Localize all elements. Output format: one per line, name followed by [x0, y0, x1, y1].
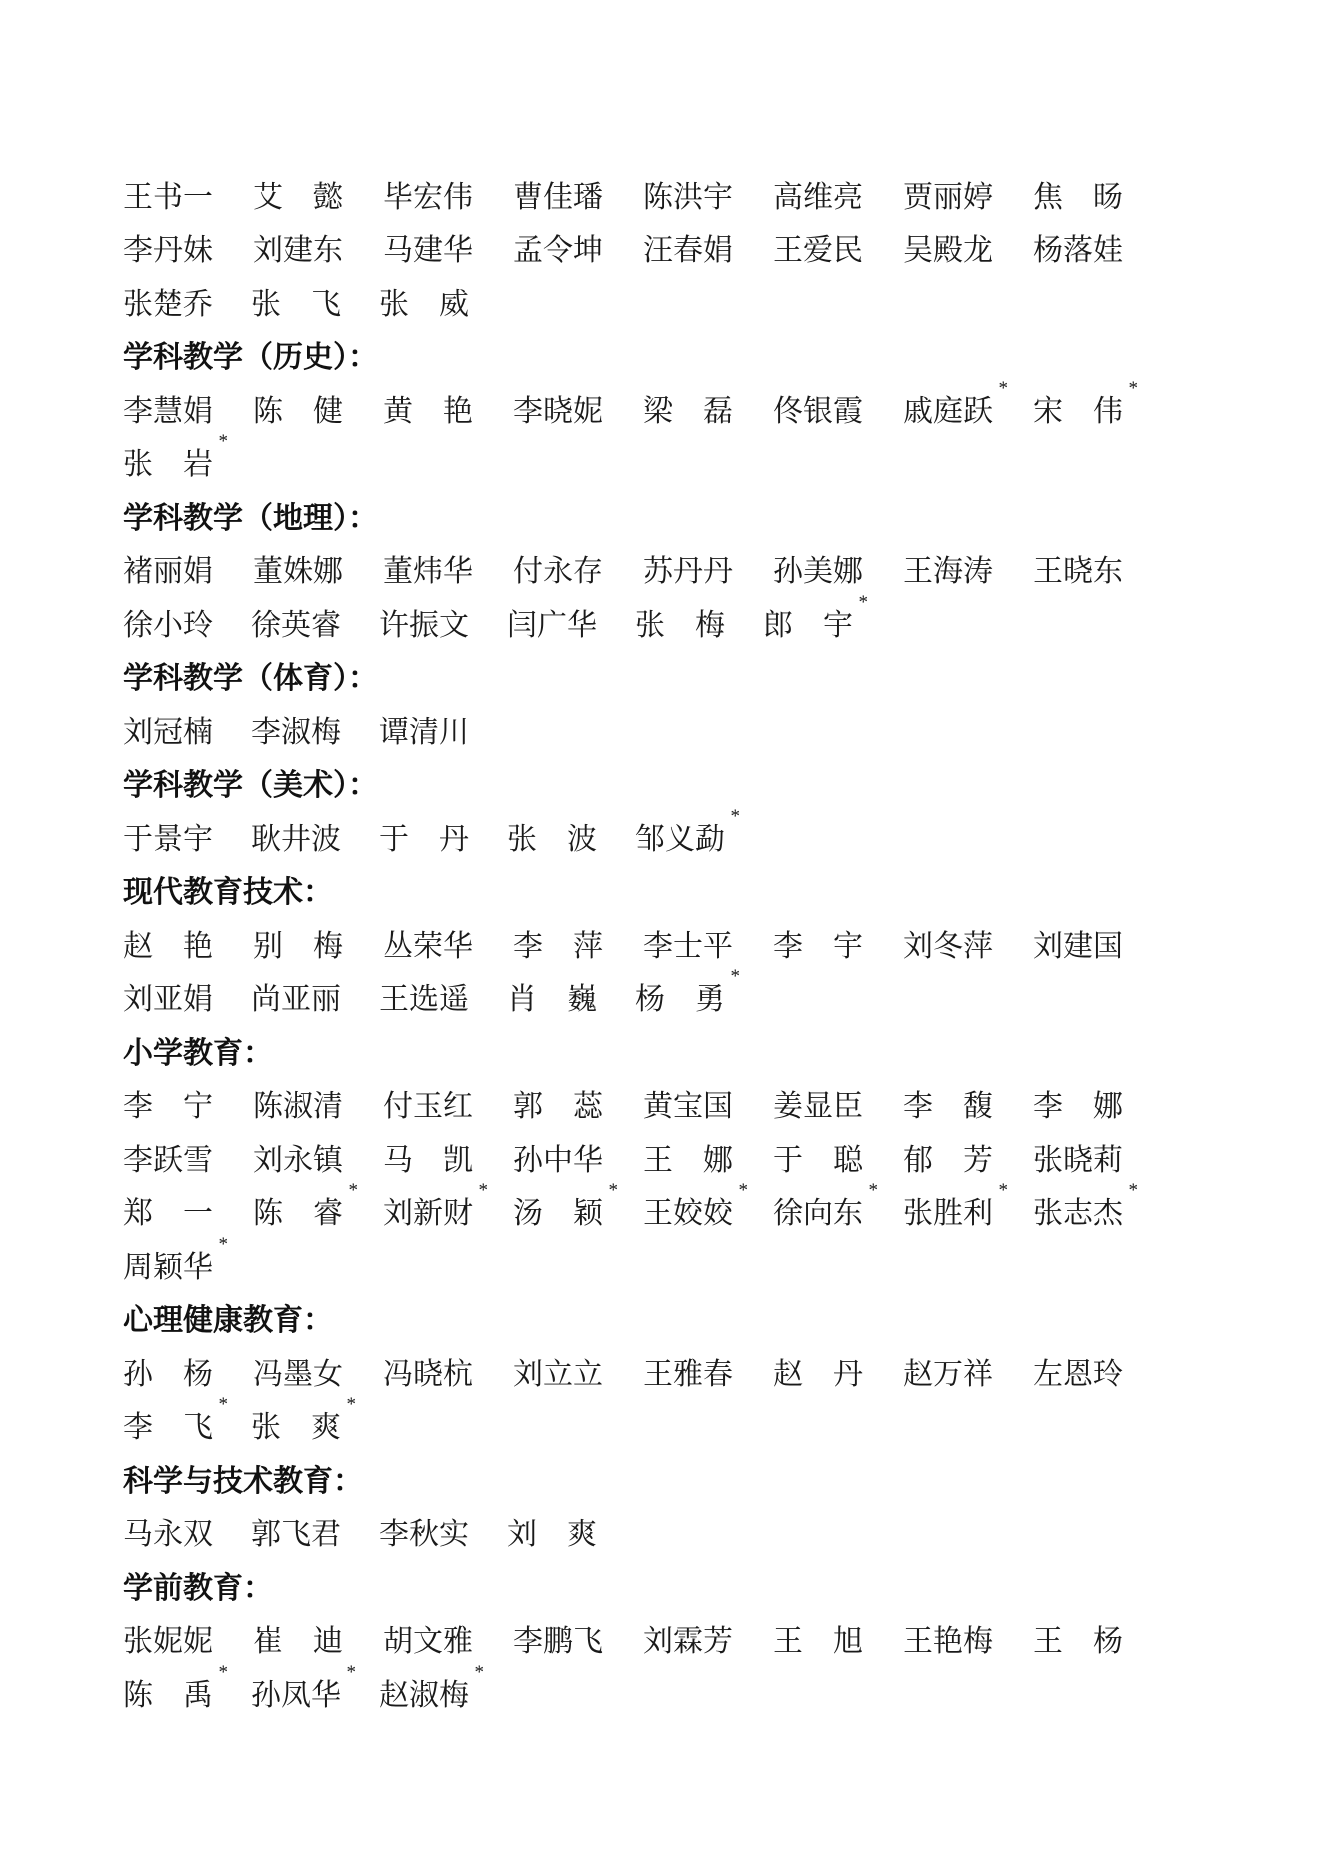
- footnote-asterisk: *: [348, 1180, 358, 1202]
- person-name: 许 振 文: [379, 608, 469, 642]
- footnote-asterisk: *: [218, 431, 228, 453]
- person-name: 陈 禹 *: [123, 1661, 228, 1712]
- person-name: 李 娜: [1033, 1090, 1123, 1124]
- person-name: 贾 丽 婷: [903, 180, 993, 214]
- person-name: 肖 巍: [507, 983, 597, 1017]
- person-name: 佟 银 霞: [773, 394, 863, 428]
- person-name: 张 楚 乔: [123, 287, 213, 321]
- person-name: 周 颖 华 *: [123, 1233, 228, 1284]
- person-name: 曹 佳 璠: [513, 180, 603, 214]
- person-name: 刘 霖 芳: [643, 1625, 733, 1659]
- person-name: 谭 清 川: [379, 715, 469, 749]
- footnote-asterisk: *: [218, 1661, 228, 1683]
- person-name: 丛 荣 华: [383, 929, 473, 963]
- name-row: [123, 542, 1123, 596]
- name-row: [123, 1233, 1123, 1291]
- person-name: 刘 冬 萍: [903, 929, 993, 963]
- person-name: 左 恩 玲: [1033, 1357, 1123, 1391]
- person-name: 付 永 存: [513, 555, 603, 589]
- footnote-asterisk: *: [868, 1180, 878, 1202]
- person-name: 郎 宇 *: [763, 591, 868, 642]
- person-name: 陈 健: [253, 394, 343, 428]
- person-name: 李 萍: [513, 929, 603, 963]
- name-row: [123, 1180, 1138, 1238]
- person-name: 李 馥: [903, 1090, 993, 1124]
- person-name: 张 晓 莉: [1033, 1143, 1123, 1177]
- person-name: 孙 凤 华 *: [251, 1661, 356, 1712]
- person-name: 王 艳 梅: [903, 1625, 993, 1659]
- person-name: 赵 丹: [773, 1357, 863, 1391]
- section-heading: 学科教学（历史）：: [123, 341, 378, 375]
- person-name: 马 永 双: [123, 1518, 213, 1552]
- person-name: 孙 中 华: [513, 1143, 603, 1177]
- person-name: 李 慧 娟: [123, 394, 213, 428]
- person-name: 李 士 平: [643, 929, 733, 963]
- person-name: 张 波: [507, 822, 597, 856]
- person-name: 李 丹 妹: [123, 234, 213, 268]
- person-name: 于 景 宇: [123, 822, 213, 856]
- person-name: 张 岩 *: [123, 431, 228, 482]
- name-row: [123, 431, 1123, 489]
- person-name: 张 威: [379, 287, 469, 321]
- person-name: 毕 宏 伟: [383, 180, 473, 214]
- name-row: [123, 167, 1123, 221]
- person-name: 刘 爽: [507, 1518, 597, 1552]
- person-name: 黄 艳: [383, 394, 473, 428]
- section-heading: 现代教育技术：: [123, 876, 333, 910]
- person-name: 王 娜: [643, 1143, 733, 1177]
- footnote-asterisk: *: [608, 1180, 618, 1202]
- person-name: 王 选 遥: [379, 983, 469, 1017]
- footnote-asterisk: *: [730, 805, 740, 827]
- person-name: 孙 美 娜: [773, 555, 863, 589]
- footnote-asterisk: *: [478, 1180, 488, 1202]
- person-name: 闫 广 华: [507, 608, 597, 642]
- person-name: 孟 令 坤: [513, 234, 603, 268]
- person-name: 王 旭: [773, 1625, 863, 1659]
- person-name: 董 炜 华: [383, 555, 473, 589]
- person-name: 梁 磊: [643, 394, 733, 428]
- name-row: [123, 1077, 1123, 1131]
- person-name: 艾 懿: [253, 180, 343, 214]
- person-name: 刘 立 立: [513, 1357, 603, 1391]
- person-name: 汤 颖 *: [513, 1180, 618, 1231]
- person-name: 郭 蕊: [513, 1090, 603, 1124]
- person-name: 赵 万 祥: [903, 1357, 993, 1391]
- name-row: [123, 274, 1123, 328]
- footnote-asterisk: *: [474, 1661, 484, 1683]
- person-name: 徐 向 东 *: [773, 1180, 878, 1231]
- name-row: [123, 1612, 1123, 1666]
- person-name: 于 丹: [379, 822, 469, 856]
- person-name: 杨 落 娃: [1033, 234, 1123, 268]
- person-name: 宋 伟 *: [1033, 377, 1138, 428]
- footnote-asterisk: *: [998, 377, 1008, 399]
- person-name: 王 爱 民: [773, 234, 863, 268]
- footnote-asterisk: *: [1128, 1180, 1138, 1202]
- person-name: 张 胜 利 *: [903, 1180, 1008, 1231]
- name-row: [123, 1661, 1123, 1719]
- person-name: 徐 小 玲: [123, 608, 213, 642]
- name-row: [123, 221, 1123, 275]
- person-name: 杨 勇 *: [635, 966, 740, 1017]
- person-name: 张 飞: [251, 287, 341, 321]
- person-name: 姜 显 臣: [773, 1090, 863, 1124]
- person-name: 徐 英 睿: [251, 608, 341, 642]
- person-name: 赵 淑 梅 *: [379, 1661, 484, 1712]
- section-heading: 心理健康教育：: [123, 1304, 333, 1338]
- person-name: 王 晓 东: [1033, 555, 1123, 589]
- person-name: 张 妮 妮: [123, 1625, 213, 1659]
- name-row: [123, 916, 1123, 970]
- person-name: 胡 文 雅: [383, 1625, 473, 1659]
- footnote-asterisk: *: [1128, 377, 1138, 399]
- person-name: 李 飞 *: [123, 1394, 228, 1445]
- person-name: 王 书 一: [123, 180, 213, 214]
- footnote-asterisk: *: [218, 1394, 228, 1416]
- person-name: 李 跃 雪: [123, 1143, 213, 1177]
- person-name: 李 淑 梅: [251, 715, 341, 749]
- person-name: 董 姝 娜: [253, 555, 343, 589]
- name-row: [123, 1505, 1123, 1559]
- person-name: 李 晓 妮: [513, 394, 603, 428]
- person-name: 耿 井 波: [251, 822, 341, 856]
- name-row: [123, 591, 1123, 649]
- person-name: 张 志 杰 *: [1033, 1180, 1138, 1231]
- person-name: 汪 春 娟: [643, 234, 733, 268]
- person-name: 焦 旸: [1033, 180, 1123, 214]
- section-heading: 学科教学（美术）：: [123, 769, 378, 803]
- person-name: 马 建 华: [383, 234, 473, 268]
- person-name: 黄 宝 国: [643, 1090, 733, 1124]
- name-row: [123, 966, 1123, 1024]
- person-name: 李 鹏 飞: [513, 1625, 603, 1659]
- name-row: [123, 1344, 1123, 1398]
- person-name: 陈 淑 清: [253, 1090, 343, 1124]
- name-row: [123, 1130, 1123, 1184]
- person-name: 张 爽 *: [251, 1394, 356, 1445]
- person-name: 郭 飞 君: [251, 1518, 341, 1552]
- person-name: 于 聪: [773, 1143, 863, 1177]
- person-name: 戚 庭 跃 *: [903, 377, 1008, 428]
- person-name: 苏 丹 丹: [643, 555, 733, 589]
- person-name: 张 梅: [635, 608, 725, 642]
- person-name: 付 玉 红: [383, 1090, 473, 1124]
- person-name: 王 杨: [1033, 1625, 1123, 1659]
- person-name: 冯 晓 杭: [383, 1357, 473, 1391]
- footnote-asterisk: *: [218, 1233, 228, 1255]
- person-name: 郑 一: [123, 1197, 213, 1231]
- name-list: [123, 167, 1138, 1719]
- footnote-asterisk: *: [346, 1394, 356, 1416]
- person-name: 刘 新 财 *: [383, 1180, 488, 1231]
- name-row: [123, 805, 1123, 863]
- section-heading: 学科教学（体育）：: [123, 662, 378, 696]
- person-name: 刘 建 国: [1033, 929, 1123, 963]
- person-name: 刘 冠 楠: [123, 715, 213, 749]
- footnote-asterisk: *: [730, 966, 740, 988]
- person-name: 王 雅 春: [643, 1357, 733, 1391]
- section-heading: 学前教育：: [123, 1571, 273, 1605]
- person-name: 刘 永 镇: [253, 1143, 343, 1177]
- person-name: 马 凯: [383, 1143, 473, 1177]
- person-name: 陈 洪 宇: [643, 180, 733, 214]
- footnote-asterisk: *: [738, 1180, 748, 1202]
- person-name: 孙 杨: [123, 1357, 213, 1391]
- footnote-asterisk: *: [346, 1661, 356, 1683]
- person-name: 刘 建 东: [253, 234, 343, 268]
- person-name: 邹 义 勐 *: [635, 805, 740, 856]
- section-heading: 小学教育：: [123, 1036, 273, 1070]
- name-row: [123, 702, 1123, 756]
- person-name: 郁 芳: [903, 1143, 993, 1177]
- person-name: 褚 丽 娟: [123, 555, 213, 589]
- person-name: 高 维 亮: [773, 180, 863, 214]
- person-name: 李 秋 实: [379, 1518, 469, 1552]
- footnote-asterisk: *: [858, 591, 868, 613]
- name-row: [123, 1394, 1123, 1452]
- section-heading: 科学与技术教育：: [123, 1464, 363, 1498]
- person-name: 李 宇: [773, 929, 863, 963]
- person-name: 陈 睿 *: [253, 1180, 358, 1231]
- person-name: 李 宁: [123, 1090, 213, 1124]
- person-name: 刘 亚 娟: [123, 983, 213, 1017]
- person-name: 崔 迪: [253, 1625, 343, 1659]
- person-name: 王 姣 姣 *: [643, 1180, 748, 1231]
- person-name: 吴 殿 龙: [903, 234, 993, 268]
- footnote-asterisk: *: [998, 1180, 1008, 1202]
- person-name: 别 梅: [253, 929, 343, 963]
- person-name: 王 海 涛: [903, 555, 993, 589]
- name-row: [123, 377, 1138, 435]
- person-name: 尚 亚 丽: [251, 983, 341, 1017]
- person-name: 冯 墨 女: [253, 1357, 343, 1391]
- person-name: 赵 艳: [123, 929, 213, 963]
- section-heading: 学科教学（地理）：: [123, 501, 378, 535]
